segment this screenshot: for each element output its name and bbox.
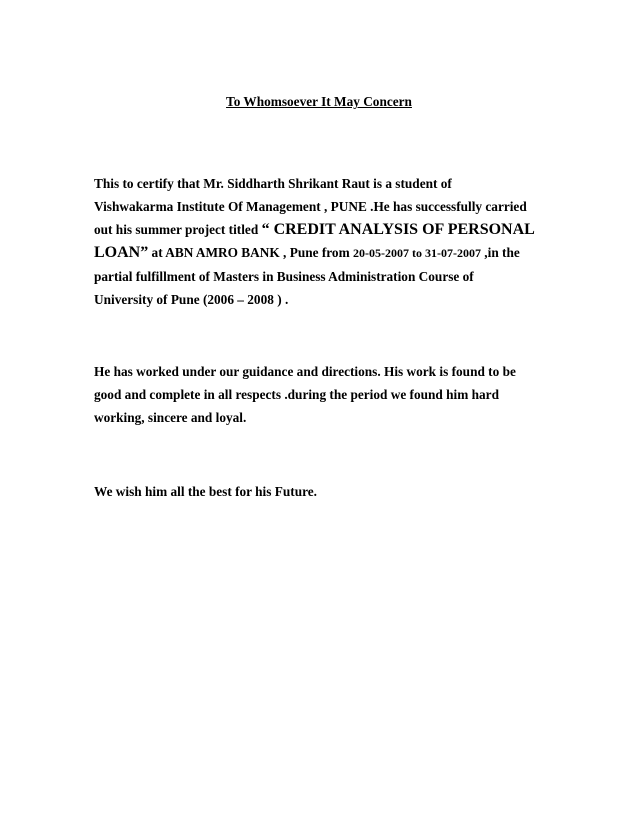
certificate-paragraph — [94, 172, 564, 311]
paragraph-line: University of Pune (2006 – 2008 ) . — [94, 292, 289, 307]
paragraph-line: Vishwakarma Institute Of Management , PUNE .He has successfully carried — [94, 199, 527, 214]
start-date: 20-05-2007 — [352, 246, 409, 260]
performance-paragraph — [94, 360, 564, 429]
paragraph-text: to — [408, 246, 425, 260]
paragraph-line: partial fulfillment of Masters in Business Administration Course of — [94, 269, 474, 284]
end-date: 31-07-2007 — [424, 246, 481, 260]
paragraph-line: We wish him all the best for his Future. — [94, 484, 317, 499]
closing-paragraph — [94, 480, 564, 503]
paragraph-text: ,in the — [480, 245, 520, 260]
paragraph-line — [94, 218, 564, 241]
project-title-text: “ CREDIT ANALYSIS OF PERSONAL — [261, 221, 535, 238]
paragraph-line — [94, 241, 564, 265]
paragraph-line: working, sincere and loyal. — [94, 410, 247, 425]
document-title: To Whomsoever It May Concern — [226, 94, 412, 109]
project-title-text: LOAN” — [94, 244, 149, 261]
paragraph-line: He has worked under our guidance and directions. His work is found to be — [94, 364, 516, 379]
paragraph-text: at ABN AMRO BANK , Pune from — [148, 245, 353, 260]
paragraph-line: This to certify that Mr. Siddharth Shrikant Raut is a student of — [94, 176, 452, 191]
paragraph-line: good and complete in all respects .during the period we found him hard — [94, 387, 499, 402]
paragraph-text: out his summer project titled — [94, 222, 262, 237]
